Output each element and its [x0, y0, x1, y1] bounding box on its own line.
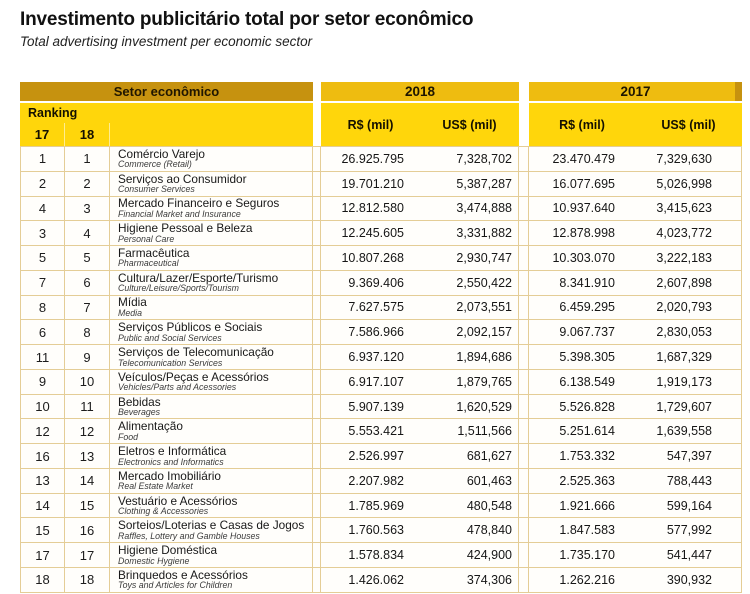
brl-2017-cell: 6.138.549: [559, 374, 615, 389]
rank-2018-cell: 4: [65, 221, 110, 245]
sector-name-pt: Comércio Varejo: [118, 147, 205, 161]
column-gap: [519, 147, 529, 171]
rank-2018-cell: 16: [65, 518, 110, 542]
brl-2017-cell: 16.077.695: [552, 176, 615, 191]
column-gap: [519, 197, 529, 221]
sector-cell: [110, 296, 313, 320]
usd-2017-cell: 3,415,623: [635, 197, 742, 221]
brl-2017-cell: 1.735.170: [559, 548, 615, 563]
usd-2018-cell: 2,073,551: [420, 296, 519, 320]
usd-2017-cell: 2,020,793: [635, 296, 742, 320]
table-body: [20, 146, 742, 593]
rank-2018-cell: 5: [65, 246, 110, 270]
rank-2017-cell: 11: [20, 345, 65, 369]
sector-name-pt: Brinquedos e Acessórios: [118, 568, 248, 582]
brl-2018-cell: 10.807.268: [341, 250, 404, 265]
investment-table: [20, 82, 742, 593]
usd-2017-header: US$ (mil): [661, 117, 716, 132]
usd-2018-cell: 681,627: [420, 444, 519, 468]
ranking-year-columns: [20, 123, 313, 146]
rank-2017-cell: 7: [20, 271, 65, 295]
usd-2018-cell: 2,930,747: [420, 246, 519, 270]
brl-2017-header: R$ (mil): [559, 117, 605, 132]
brl-2018-cell: 6.917.107: [348, 374, 404, 389]
header-gap: [313, 82, 321, 101]
usd-2017-cell: 390,932: [635, 568, 742, 592]
sector-name-pt: Eletros e Informática: [118, 444, 227, 459]
column-gap: [313, 320, 321, 344]
usd-2017-cell: 2,830,053: [635, 320, 742, 344]
rank-2017-cell: 13: [20, 469, 65, 493]
sector-cell: [110, 172, 313, 196]
header-gap: [519, 103, 529, 146]
usd-2018-cell: 374,306: [420, 568, 519, 592]
column-gap: [519, 469, 529, 493]
usd-2017-cell: 2,607,898: [635, 271, 742, 295]
sector-name-en: Real Estate Market: [118, 481, 193, 492]
rank-2017-cell: 14: [20, 494, 65, 518]
table-row: [20, 197, 742, 222]
sector-name-en: Personal Care: [118, 233, 175, 244]
column-gap: [519, 246, 529, 270]
table-row: [20, 345, 742, 370]
table-row: [20, 444, 742, 469]
page-title: Investimento publicitário total por setor econômico: [20, 9, 474, 30]
sector-name-en: Clothing & Accessories: [118, 506, 209, 517]
usd-2018-cell: 3,331,882: [420, 221, 519, 245]
rank-2018-cell: 1: [65, 147, 110, 171]
usd-2018-cell: 2,092,157: [420, 320, 519, 344]
sector-name-en: Pharmaceutical: [118, 258, 179, 269]
column-gap: [519, 370, 529, 394]
header-year-2017-label: 2017: [620, 84, 651, 99]
rank-2017-cell: 17: [20, 543, 65, 567]
sector-name-pt: Mercado Imobiliário: [118, 468, 221, 483]
table-row: [20, 543, 742, 568]
sector-name-en: Financial Market and Insurance: [118, 208, 241, 219]
sector-name-pt: Mercado Financeiro e Seguros: [118, 196, 280, 211]
rank-2017-cell: 3: [20, 221, 65, 245]
header-year-2018: 2018: [321, 82, 519, 101]
table-row: [20, 494, 742, 519]
usd-2017-cell: 7,329,630: [635, 147, 742, 171]
usd-2018-cell: 1,511,566: [420, 419, 519, 443]
sector-name-pt: Mídia: [118, 295, 147, 310]
usd-2017-cell: 1,919,173: [635, 370, 742, 394]
usd-2018-header: US$ (mil): [442, 117, 497, 132]
sector-name-en: Vehicles/Parts and Acessories: [118, 382, 237, 393]
brl-2018-cell: 12.245.605: [341, 226, 404, 241]
table-row: [20, 469, 742, 494]
rank-2017-cell: 15: [20, 518, 65, 542]
rank-2018-cell: 12: [65, 419, 110, 443]
brl-2017-cell: 8.341.910: [559, 275, 615, 290]
brl-2017-cell: 1.753.332: [559, 449, 615, 464]
brl-2017-cell: 23.470.479: [552, 151, 615, 166]
page-subtitle: Total advertising investment per economic sector: [20, 34, 313, 49]
money-headers-2017: [529, 103, 742, 146]
column-gap: [313, 271, 321, 295]
column-gap: [519, 419, 529, 443]
sector-cell: [110, 370, 313, 394]
header-gap: [519, 82, 529, 101]
rank-2018-cell: 14: [65, 469, 110, 493]
rank-2017-cell: 18: [20, 568, 65, 592]
sector-name-en: Media: [118, 307, 142, 318]
rank-2017-cell: 9: [20, 370, 65, 394]
brl-2017-cell: 5.398.305: [559, 350, 615, 364]
table-row: [20, 518, 742, 543]
sector-name-en: Telecomunication Services: [118, 357, 223, 368]
column-gap: [313, 172, 321, 196]
sector-cell: [110, 518, 313, 542]
usd-2017-cell: 3,222,183: [635, 246, 742, 270]
sector-name-en: Food: [118, 431, 139, 442]
sector-name-en: Consumer Services: [118, 184, 195, 195]
usd-2018-cell: 2,550,422: [420, 271, 519, 295]
rank-2018-cell: 15: [65, 494, 110, 518]
sector-name-en: Electronics and Informatics: [118, 456, 224, 467]
sector-name-pt: Serviços Públicos e Sociais: [118, 320, 263, 335]
brl-2017-cell: 1.921.666: [559, 498, 615, 513]
table-row: [20, 147, 742, 172]
column-gap: [519, 271, 529, 295]
sector-cell: [110, 320, 313, 344]
column-gap: [313, 296, 321, 320]
sector-cell: [110, 246, 313, 270]
sector-cell: [110, 494, 313, 518]
usd-2017-cell: 547,397: [635, 444, 742, 468]
sector-name-pt: Vestuário e Acessórios: [118, 493, 238, 508]
usd-2018-cell: 5,387,287: [420, 172, 519, 196]
table-header-columns: [20, 103, 742, 146]
rank-2018-cell: 9: [65, 345, 110, 369]
table-row: [20, 320, 742, 345]
brl-2017-cell: 12.878.998: [552, 226, 615, 241]
ranking-header-block: [20, 103, 313, 146]
sector-name-pt: Cultura/Lazer/Esporte/Turismo: [118, 270, 279, 285]
sector-cell: [110, 469, 313, 493]
usd-2018-cell: 1,620,529: [420, 395, 519, 419]
rank-2017-cell: 12: [20, 419, 65, 443]
sector-name-pt: Bebidas: [118, 394, 161, 409]
header-year-2017: [529, 82, 742, 101]
sector-cell: [110, 543, 313, 567]
brl-2017-cell: 10.303.070: [552, 250, 615, 265]
sector-cell: [110, 271, 313, 295]
rank-2017-cell: 6: [20, 320, 65, 344]
usd-2017-cell: 577,992: [635, 518, 742, 542]
rank-2018-cell: 3: [65, 197, 110, 221]
column-gap: [519, 221, 529, 245]
brl-2018-header: R$ (mil): [347, 117, 394, 132]
rank-2018-cell: 13: [65, 444, 110, 468]
brl-2018-cell: 2.526.997: [348, 449, 404, 464]
usd-2017-cell: 1,639,558: [635, 419, 742, 443]
column-gap: [313, 518, 321, 542]
table-row: [20, 271, 742, 296]
rank-2017-cell: 16: [20, 444, 65, 468]
rank-2018-cell: 18: [65, 568, 110, 592]
sector-name-en: Public and Social Services: [118, 332, 222, 343]
table-row: [20, 172, 742, 197]
column-gap: [313, 147, 321, 171]
sector-name-pt: Alimentação: [118, 419, 183, 434]
rank-2017-cell: 2: [20, 172, 65, 196]
ranking-spacer: [110, 123, 313, 146]
brl-2018-cell: 1.785.969: [348, 498, 404, 513]
column-gap: [519, 172, 529, 196]
usd-2017-cell: 5,026,998: [635, 172, 742, 196]
column-gap: [313, 345, 321, 369]
rank-2018-cell: 8: [65, 320, 110, 344]
column-gap: [519, 543, 529, 567]
sector-name-en: Commerce (Retail): [118, 159, 192, 170]
rank-2017-cell: 4: [20, 197, 65, 221]
rank-2018-cell: 6: [65, 271, 110, 295]
brl-2017-cell: 2.525.363: [559, 473, 615, 488]
usd-2017-cell: 1,687,329: [635, 345, 742, 369]
rank-2018-cell: 10: [65, 370, 110, 394]
sector-cell: [110, 568, 313, 592]
ranking-label: Ranking: [28, 106, 78, 120]
table-row: [20, 370, 742, 395]
table-row: [20, 246, 742, 271]
usd-2017-cell: 788,443: [635, 469, 742, 493]
sector-cell: [110, 345, 313, 369]
sector-name-pt: Farmacêutica: [118, 246, 190, 260]
brl-2017-cell: 6.459.295: [559, 300, 615, 315]
brl-2018-cell: 7.627.575: [348, 300, 404, 315]
sector-name-en: Beverages: [118, 407, 161, 418]
brl-2017-cell: 5.251.614: [559, 424, 615, 439]
brl-2018-cell: 1.426.062: [348, 572, 404, 587]
rank-2017-cell: 1: [20, 147, 65, 171]
sector-cell: [110, 419, 313, 443]
brl-2018-cell: 7.586.966: [348, 325, 404, 340]
sector-cell: [110, 444, 313, 468]
brl-2018-cell: 5.553.421: [348, 424, 404, 439]
column-gap: [313, 419, 321, 443]
sector-name-en: Toys and Articles for Children: [118, 580, 233, 591]
sector-name-pt: Higiene Pessoal e Beleza: [118, 221, 253, 236]
usd-2018-cell: 7,328,702: [420, 147, 519, 171]
column-gap: [313, 469, 321, 493]
column-gap: [519, 494, 529, 518]
usd-2018-cell: 480,548: [420, 494, 519, 518]
rank-2018-cell: 7: [65, 296, 110, 320]
column-gap: [313, 246, 321, 270]
brl-2018-cell: 6.937.120: [348, 350, 404, 364]
sector-cell: [110, 395, 313, 419]
rank-2018-cell: 2: [65, 172, 110, 196]
column-gap: [313, 568, 321, 592]
column-gap: [519, 345, 529, 369]
column-gap: [519, 444, 529, 468]
usd-2017-cell: 541,447: [635, 543, 742, 567]
column-gap: [519, 568, 529, 592]
sector-cell: [110, 197, 313, 221]
table-row: [20, 419, 742, 444]
rank-2017-cell: 10: [20, 395, 65, 419]
brl-2017-cell: 1.262.216: [559, 572, 615, 587]
brl-2018-cell: 1.760.563: [348, 523, 404, 538]
usd-2017-cell: 1,729,607: [635, 395, 742, 419]
usd-2018-cell: 601,463: [420, 469, 519, 493]
sector-cell: [110, 147, 313, 171]
usd-2018-cell: 424,900: [420, 543, 519, 567]
sector-name-pt: Serviços de Telecomunicação: [118, 345, 274, 359]
table-header-groups: [20, 82, 742, 103]
table-row: [20, 221, 742, 246]
usd-2018-cell: 3,474,888: [420, 197, 519, 221]
brl-2018-cell: 2.207.982: [348, 473, 404, 488]
sector-name-pt: Higiene Doméstica: [118, 543, 218, 558]
column-gap: [313, 370, 321, 394]
usd-2018-cell: 478,840: [420, 518, 519, 542]
brl-2018-cell: 19.701.210: [341, 176, 404, 191]
brl-2018-cell: 1.578.834: [348, 548, 404, 563]
usd-2017-cell: 599,164: [635, 494, 742, 518]
ranking-col-17: 17: [20, 123, 65, 146]
money-headers-2018: [321, 103, 519, 146]
rank-2018-cell: 17: [65, 543, 110, 567]
table-row: [20, 568, 742, 593]
column-gap: [313, 395, 321, 419]
brl-2017-cell: 1.847.583: [559, 523, 615, 538]
header-sector-economico: Setor econômico: [20, 82, 313, 101]
sector-cell: [110, 221, 313, 245]
sector-name-en: Domestic Hygiene: [118, 555, 190, 566]
usd-2018-cell: 1,894,686: [420, 345, 519, 369]
brl-2017-cell: 10.937.640: [552, 201, 615, 216]
ranking-col-18: 18: [65, 123, 110, 146]
sector-name-en: Raffles, Lottery and Gamble Houses: [118, 530, 260, 541]
column-gap: [313, 494, 321, 518]
column-gap: [313, 221, 321, 245]
sector-name-pt: Serviços ao Consumidor: [118, 171, 247, 186]
rank-2018-cell: 11: [65, 395, 110, 419]
column-gap: [313, 444, 321, 468]
usd-2017-cell: 4,023,772: [635, 221, 742, 245]
sector-name-pt: Sorteios/Loterias e Casas de Jogos: [118, 518, 305, 533]
rank-2017-cell: 8: [20, 296, 65, 320]
rank-2017-cell: 5: [20, 246, 65, 270]
column-gap: [519, 296, 529, 320]
table-row: [20, 395, 742, 420]
column-gap: [519, 320, 529, 344]
column-gap: [313, 197, 321, 221]
brl-2018-cell: 9.369.406: [348, 275, 404, 290]
table-row: [20, 296, 742, 321]
brl-2018-cell: 26.925.795: [341, 151, 404, 166]
corner-cap: [735, 82, 742, 101]
column-gap: [519, 518, 529, 542]
brl-2017-cell: 9.067.737: [559, 325, 615, 340]
usd-2018-cell: 1,879,765: [420, 370, 519, 394]
column-gap: [313, 543, 321, 567]
sector-name-pt: Veículos/Peças e Acessórios: [118, 369, 269, 384]
column-gap: [519, 395, 529, 419]
header-gap: [313, 103, 321, 146]
brl-2018-cell: 5.907.139: [348, 399, 404, 414]
sector-name-en: Culture/Leisure/Sports/Tourism: [118, 283, 239, 294]
brl-2017-cell: 5.526.828: [559, 399, 615, 414]
brl-2018-cell: 12.812.580: [341, 201, 404, 216]
